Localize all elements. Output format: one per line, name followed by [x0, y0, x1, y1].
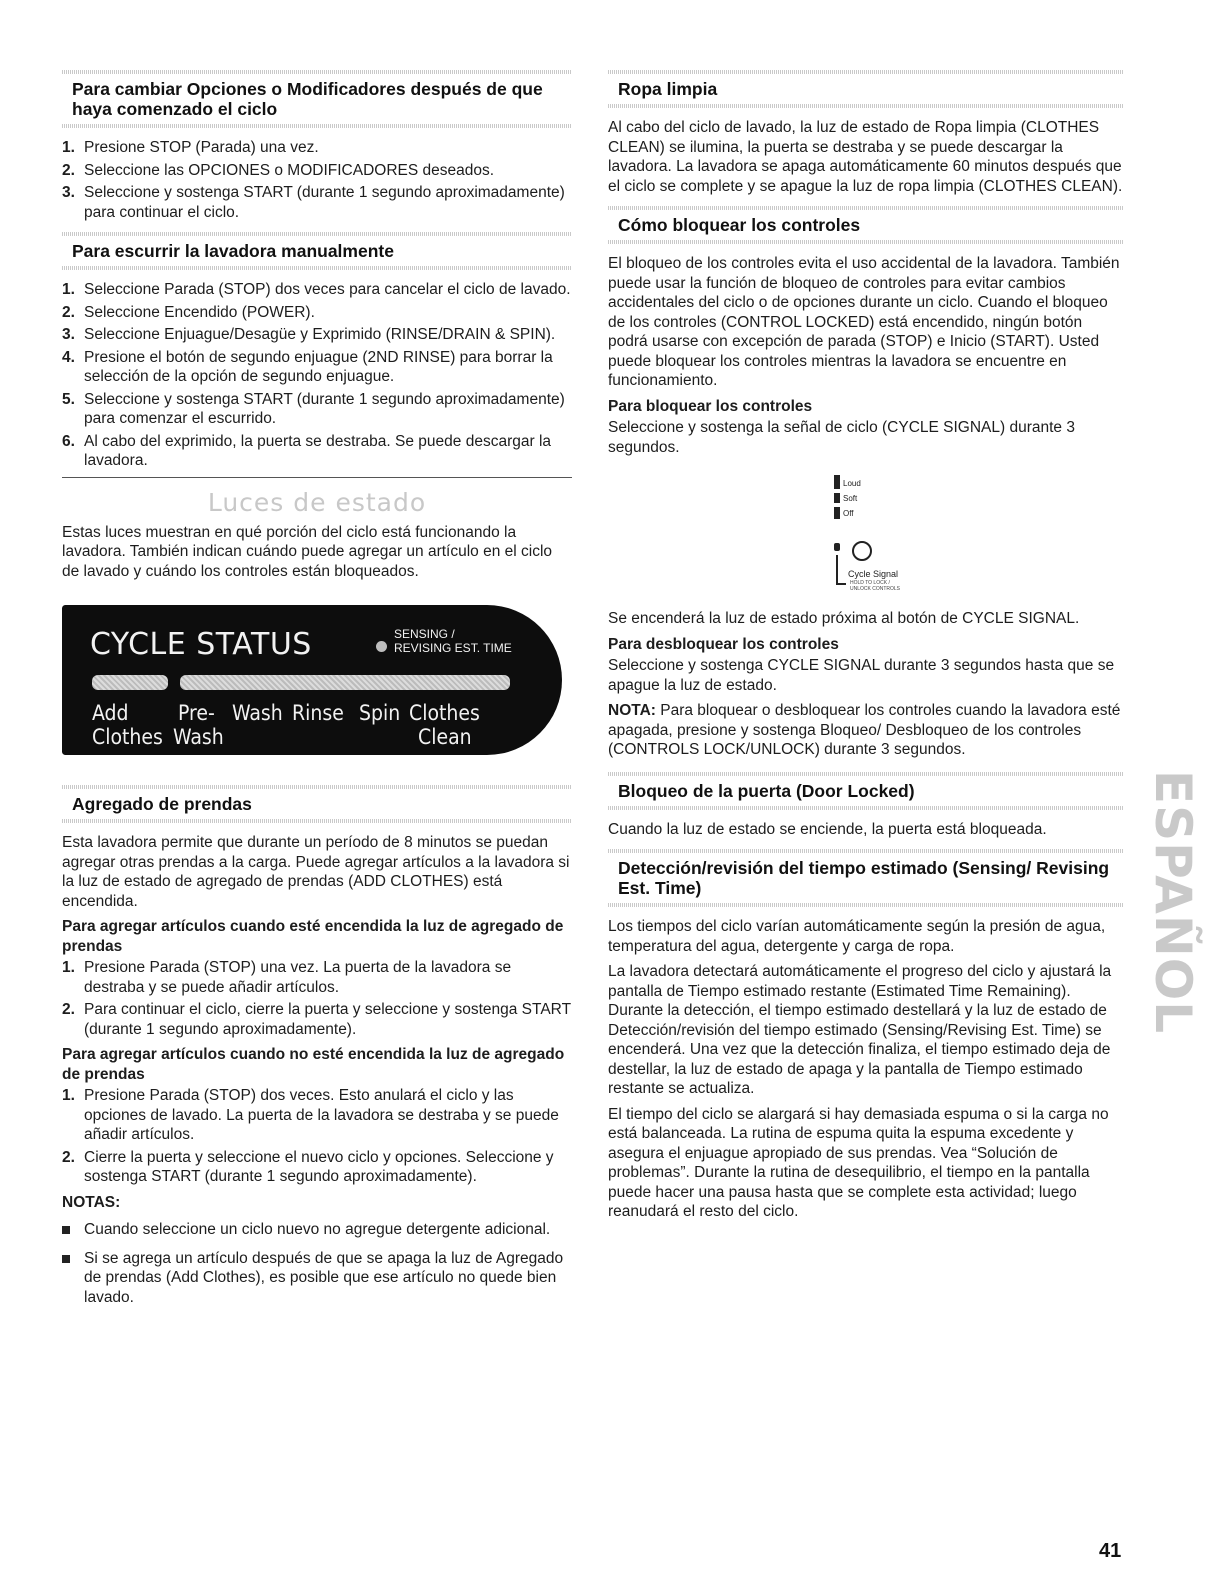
list-item: 5. Seleccione y sostenga START (durante 1 segundo aproximadamente) para comenzar el escurrido.	[62, 390, 565, 427]
bullet-icon	[62, 1255, 70, 1263]
loud-level-icon	[834, 475, 840, 489]
level-label-off: Off	[843, 509, 854, 518]
section-heading-drain: Para escurrir la lavadora manualmente	[72, 241, 394, 261]
cycle-signal-button-icon	[852, 541, 872, 561]
notes-title: NOTAS:	[62, 1193, 121, 1211]
subheading-lock: Para bloquear los controles	[608, 397, 813, 415]
cycle-progress-light	[180, 675, 510, 690]
list-item: 2. Seleccione las OPCIONES o MODIFICADORES deseados.	[62, 161, 495, 179]
list-item: 4. Presione el botón de segundo enjuague (2ND RINSE) para borrar la selección de la opción de segundo enjuague.	[62, 348, 553, 385]
list-item: 2. Seleccione Encendido (POWER).	[62, 303, 315, 321]
notes-list	[62, 1220, 572, 1307]
label-rinse: Rinse	[292, 701, 344, 725]
label-pre: Pre-	[178, 701, 215, 725]
status-lights-text: Estas luces muestran en qué porción del ciclo está funcionando la lavadora. También indican cuándo puede agregar un artículo en el ciclo de lavado y cuándo los controles están bloqueados.	[62, 523, 553, 580]
divider	[608, 104, 1124, 108]
steps-drain	[62, 280, 572, 471]
divider	[62, 124, 572, 128]
divider	[62, 232, 572, 236]
section-heading-door-locked: Bloqueo de la puerta (Door Locked)	[618, 780, 915, 801]
divider	[62, 819, 572, 823]
divider	[608, 240, 1124, 244]
divider	[608, 70, 1124, 74]
steps-change-options	[62, 138, 572, 222]
label-add: Add	[92, 701, 129, 725]
nota-paragraph: NOTA: Para bloquear o desbloquear los controles cuando la lavadora esté apagada, presione y sostenga Bloqueo/ Desbloqueo de los controles (CONTROLS LOCK/UNLOCK) durante 3 segundos.	[608, 702, 1121, 758]
divider	[62, 70, 572, 74]
door-locked-text: Cuando la luz de estado se enciende, la puerta está bloqueada.	[608, 820, 1047, 838]
lock-light-icon	[834, 543, 840, 551]
cycle-signal-figure	[834, 475, 954, 595]
section-title-status-lights: Luces de estado	[207, 487, 427, 517]
cycle-signal-caption: Cycle Signal	[848, 569, 899, 579]
list-item: 1. Seleccione Parada (STOP) dos veces para cancelar el ciclo de lavado.	[62, 281, 571, 298]
list-item: 1. Presione Parada (STOP) dos veces. Esto anulará el ciclo y las opciones de lavado. La puerta de la lavadora se destraba y se puede añadir artículos.	[62, 1087, 559, 1143]
after-figure-text: Se encenderá la luz de estado próxima al botón de CYCLE SIGNAL.	[608, 610, 1080, 627]
list-item: Si se agrega un artículo después de que se apaga la luz de Agregado de prendas (Add Clothes), es posible que ese artículo no quede bien lavado.	[62, 1249, 572, 1308]
page-number: 41	[1099, 1540, 1122, 1562]
label-clothes-clean-2: Clean	[418, 725, 472, 749]
divider	[608, 849, 1124, 853]
list-item: 1. Presione Parada (STOP) una vez. La puerta de la lavadora se destraba y se puede añadir artículos.	[62, 959, 512, 996]
list-item: 3. Seleccione Enjuague/Desagüe y Exprimido (RINSE/DRAIN & SPIN).	[62, 326, 556, 343]
right-column	[608, 70, 1124, 1228]
list-item: 1. Presione STOP (Parada) una vez.	[62, 139, 319, 156]
divider	[608, 806, 1124, 810]
divider	[608, 903, 1124, 907]
divider	[62, 266, 572, 270]
section-heading-sensing: Detección/revisión del tiempo estimado (Sensing/ Revising Est. Time)	[618, 858, 1110, 898]
bracket-line	[836, 555, 846, 585]
label-wash: Wash	[232, 701, 283, 725]
section-heading-lock-controls: Cómo bloquear los controles	[618, 215, 861, 235]
unlock-instructions: Seleccione y sostenga CYCLE SIGNAL durante 3 segundos hasta que se apague la luz de estado.	[608, 657, 1115, 694]
label-spin: Spin	[359, 701, 401, 725]
divider	[608, 772, 1124, 776]
sensing-p1: Los tiempos del ciclo varían automáticamente según la presión de agua, temperatura del agua, detergente y carga de ropa.	[608, 918, 1106, 955]
steps-light-on	[62, 958, 572, 1039]
subheading-light-off: Para agregar artículos cuando no esté encendida la luz de agregado de prendas	[62, 1046, 565, 1083]
level-label-soft: Soft	[843, 494, 858, 503]
divider	[608, 206, 1124, 210]
hold-caption: HOLD TO LOCK / UNLOCK CONTROLS	[850, 580, 901, 592]
section-heading-clothes-clean: Ropa limpia	[618, 79, 718, 99]
sensing-p3: El tiempo del ciclo se alargará si hay demasiada espuma o si la carga no está balanceada. La rutina de espuma quita la espuma excedente y asegura el enjuague apropiado de sus prendas. Vea “Solución de problemas”. Durante la rutina de desequilibrio, el tiempo en la pantalla puede hacer una pausa hasta que se complete esta actividad; luego reanudará el resto del ciclo.	[608, 1105, 1109, 1220]
list-item: 2. Para continuar el ciclo, cierre la puerta y seleccione y sostenga START (durante 1 segundo aproximadamente).	[62, 1001, 571, 1038]
clothes-clean-text: Al cabo del ciclo de lavado, la luz de estado de Ropa limpia (CLOTHES CLEAN) se ilumina, la puerta se destraba y se puede descargar la lavadora. La lavadora se apaga automáticamente 60 minutos después que el ciclo se complete y se apague la luz de ropa limpia (CLOTHES CLEAN).	[608, 119, 1123, 195]
off-level-icon	[834, 507, 840, 519]
steps-light-off	[62, 1086, 572, 1187]
bullet-icon	[62, 1226, 70, 1234]
label-pre-wash: Wash	[173, 725, 224, 749]
sensing-light-icon	[376, 641, 387, 652]
language-tab: ESPAÑOL	[1144, 769, 1203, 1035]
cycle-status-panel	[62, 605, 562, 755]
left-column	[62, 70, 572, 1316]
list-item: Cuando seleccione un ciclo nuevo no agregue detergente adicional.	[62, 1220, 572, 1240]
sensing-label: SENSING / REVISING EST. TIME	[394, 627, 512, 655]
label-clothes-clean-1: Clothes	[409, 701, 480, 725]
list-item: 3. Seleccione y sostenga START (durante 1 segundo aproximadamente) para continuar el ciclo.	[62, 184, 565, 221]
soft-level-icon	[834, 493, 840, 503]
lock-instructions: Seleccione y sostenga la señal de ciclo (CYCLE SIGNAL) durante 3 segundos.	[608, 419, 1075, 456]
divider	[62, 785, 572, 789]
level-label-loud: Loud	[843, 479, 861, 488]
label-clothes: Clothes	[92, 725, 163, 749]
subheading-light-on: Para agregar artículos cuando esté encendida la luz de agregado de prendas	[62, 918, 564, 955]
add-clothes-text: Esta lavadora permite que durante un período de 8 minutos se puedan agregar otras prendas a la carga. Puede agregar artículos a la lavadora si la luz de estado de agregado de prendas (ADD CLOTHES) está encendida.	[62, 834, 570, 910]
list-item: 2. Cierre la puerta y seleccione el nuevo ciclo y opciones. Seleccione y sostenga START (durante 1 segundo aproximadamente).	[62, 1148, 554, 1185]
lock-controls-text: El bloqueo de los controles evita el uso accidental de la lavadora. También puede usar la función de bloqueo de controles para evitar cambios accidentales del ciclo o de opciones durante un ciclo. Cuando el bloqueo de los controles (CONTROL LOCKED) está encendido, ningún botón podrá usarse con excepción de parada (STOP) e Inicio (START). Usted puede bloquear los controles mientras la lavadora se encuentre en funcionamiento.	[608, 255, 1120, 389]
divider	[62, 477, 572, 478]
panel-title: CYCLE STATUS	[90, 627, 312, 662]
section-heading-change-options: Para cambiar Opciones o Modificadores después de que haya comenzado el ciclo	[72, 79, 543, 119]
section-heading-add-clothes: Agregado de prendas	[72, 794, 252, 814]
list-item: 6. Al cabo del exprimido, la puerta se destraba. Se puede descargar la lavadora.	[62, 432, 552, 469]
subheading-unlock: Para desbloquear los controles	[608, 635, 839, 653]
add-clothes-light	[92, 675, 168, 690]
sensing-p2: La lavadora detectará automáticamente el progreso del ciclo y ajustará la pantalla de Tiempo estimado restante (Estimated Time Remaining). Durante la detección, el tiempo estimado destellará y la luz de estado de Detección/revisión del tiempo estimado (Sensing/Revising Est. Time) se encenderá. Una vez que la detección finaliza, el tiempo estimado deja de destellar, la luz de estado de apaga y la pantalla de Tiempo estimado restante se actualiza.	[608, 963, 1112, 1097]
